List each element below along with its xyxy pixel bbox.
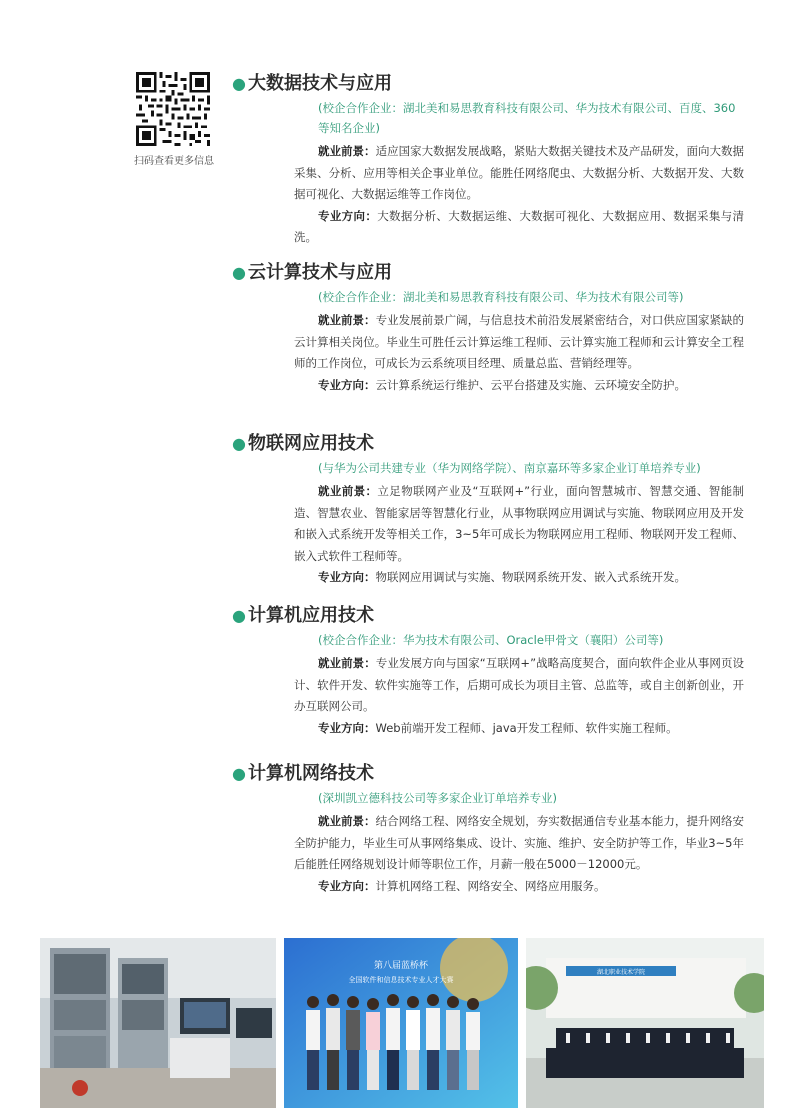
major-direction xyxy=(232,567,744,589)
direction-label: 专业方向： xyxy=(318,208,378,223)
direction-text: 物联网应用调试与实施、物联网系统开发、嵌入式系统开发。 xyxy=(375,570,686,584)
prospect-label: 就业前景： xyxy=(318,656,376,670)
section-title-text: 大数据技术与应用 xyxy=(247,73,392,94)
partner-note: (校企合作企业：湖北美和易思教育科技有限公司、华为技术有限公司、百度、360等知名企业) xyxy=(318,101,736,135)
major-direction xyxy=(232,206,744,249)
major-direction xyxy=(232,876,744,898)
section-title xyxy=(232,72,744,96)
bullet-dot-icon: ● xyxy=(232,764,246,783)
section-title xyxy=(232,432,744,456)
major-direction xyxy=(232,375,744,397)
direction-label: 专业方向： xyxy=(318,377,376,392)
major-section-computer-network xyxy=(232,762,744,897)
partner-note: (校企合作企业：湖北美和易思教育科技有限公司、华为技术有限公司等) xyxy=(318,290,684,304)
qr-caption: 扫码查看更多信息 xyxy=(134,156,214,167)
major-section-computer-application xyxy=(232,604,744,739)
bullet-dot-icon: ● xyxy=(232,263,246,282)
contest-banner-line2: 全国软件和信息技术专业人才大赛 xyxy=(348,976,454,984)
bullet-dot-icon: ● xyxy=(232,434,246,453)
career-prospect xyxy=(232,811,744,876)
contest-banner-line1: 第八届蓝桥杯 xyxy=(373,961,429,971)
bullet-dot-icon: ● xyxy=(232,74,246,93)
bullet-dot-icon: ● xyxy=(232,606,246,625)
prospect-label: 就业前景： xyxy=(318,484,378,498)
partner-note: (与华为公司共建专业（华为网络学院）、南京嘉环等多家企业订单培养专业) xyxy=(318,461,701,475)
building-sign: 湖北职业技术学院 xyxy=(596,969,646,976)
prospect-text: 立足物联网产业及“互联网+”行业，面向智慧城市、智慧交通、智能制造、智慧农业、智能家居等智慧化行业，从事物联网应用调试与实施、物联网应用及开发和嵌入式系统开发等相关工作，3~5年可成长为物联网应用工程师、物联网开发工程师、嵌入式软件工程师等。 xyxy=(294,484,744,563)
direction-label: 专业方向： xyxy=(318,878,376,893)
prospect-text: 结合网络工程、网络安全规划，夯实数据通信专业基本能力，提升网络安全防护能力，毕业生可从事网络集成、设计、实施、维护、安全防护等工作，毕业3~5年后能胜任网络规划设计师等职位工作，月薪一般在5000－12000元。 xyxy=(294,814,745,871)
direction-text: 大数据分析、大数据运维、大数据可视化、大数据应用、数据采集与清洗。 xyxy=(294,208,745,244)
section-title-text: 计算机应用技术 xyxy=(247,605,374,626)
section-title xyxy=(232,762,744,786)
prospect-label: 就业前景： xyxy=(318,814,376,828)
qr-code[interactable] xyxy=(136,72,210,146)
career-prospect xyxy=(232,141,744,206)
direction-text: 云计算系统运行维护、云平台搭建及实施、云环境安全防护。 xyxy=(375,377,686,392)
section-title xyxy=(232,604,744,628)
lab-equipment-photo xyxy=(40,938,276,1108)
major-direction xyxy=(232,718,744,740)
prospect-label: 就业前景： xyxy=(318,144,376,158)
partner-note: (深圳凯立德科技公司等多家企业订单培养专业) xyxy=(318,791,557,805)
section-title-text: 物联网应用技术 xyxy=(247,433,374,454)
direction-label: 专业方向： xyxy=(318,720,376,735)
major-section-cloud-computing xyxy=(232,261,744,396)
prospect-text: 专业发展方向与国家“互联网+”战略高度契合，面向软件企业从事网页设计、软件开发、软件实施等工作，后期可成长为项目主管、总监等，或自主创新创业，开办互联网公司。 xyxy=(294,656,744,713)
major-section-iot xyxy=(232,432,744,589)
career-prospect xyxy=(232,310,744,375)
major-section-big-data xyxy=(232,72,744,249)
partner-note: (校企合作企业：华为技术有限公司、Oracle甲骨文（襄阳）公司等) xyxy=(318,633,664,647)
career-prospect xyxy=(232,481,744,567)
section-title xyxy=(232,261,744,285)
career-prospect xyxy=(232,653,744,718)
prospect-text: 适应国家大数据发展战略，紧贴大数据关键技术及产品研发，面向大数据采集、分析、应用等相关企事业单位。能胜任网络爬虫、大数据分析、大数据开发、大数据可视化、大数据运维等工作岗位。 xyxy=(294,144,745,201)
direction-text: Web前端开发工程师、java开发工程师、软件实施工程师。 xyxy=(375,720,678,735)
prospect-text: 专业发展前景广阔，与信息技术前沿发展紧密结合，对口供应国家紧缺的云计算相关岗位。毕业生可胜任云计算运维工程师、云计算实施工程师和云计算安全工程师的工作岗位，可成长为云系统项目经理、质量总监、营销经理等。 xyxy=(294,313,745,370)
direction-label: 专业方向： xyxy=(318,570,376,584)
graduates-group-photo xyxy=(526,938,764,1108)
contest-team-photo xyxy=(284,938,518,1108)
direction-text: 计算机网络工程、网络安全、网络应用服务。 xyxy=(375,878,606,893)
photo-strip xyxy=(40,938,764,1108)
prospect-label: 就业前景： xyxy=(318,313,376,327)
section-title-text: 计算机网络技术 xyxy=(247,763,374,784)
section-title-text: 云计算技术与应用 xyxy=(247,262,392,283)
